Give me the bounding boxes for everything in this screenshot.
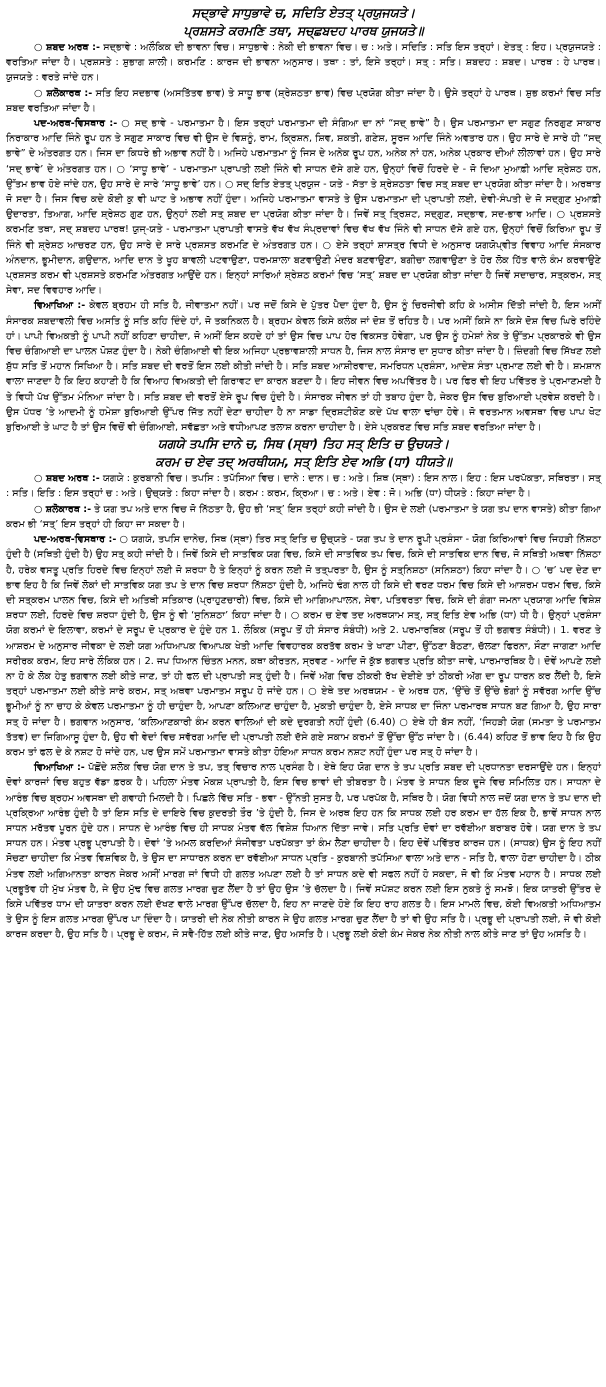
shloka-meaning-paragraph — [6, 502, 601, 532]
word-meaning-expansion-paragraph — [6, 532, 601, 760]
explanation-label: ਵਿਆਖਿਆ :- — [34, 300, 86, 312]
word-meaning-expansion-text: ○ ਸਦ੍ ਭਾਵੇ - ਪਰਮਾਤਮਾ ਹੈ। ਇਸ ਤਰ੍ਹਾਂ ਪਰਮਾਤਮਾ ਦੀ ਸੰਗਿਆ ਦਾ ਨਾਂ “ਸਦ੍ ਭਾਵੇ” ਹੈ। ਉਸ ਪਰਮਾਤਮਾ ਦਾ ਸਗੁਣ ਨਿਰਗੁਣ ਸਾਕਾਰ ਨਿਰਾਕਾਰ ਆਦਿ ਜਿੰਨੇ ਰੂਪ ਹਨ ਤੇ ਸਗੁਣ ਸਾਕਾਰ ਵਿਚ ਵੀ ਉਸ ਦੇ ਵਿਸ਼ਨੂੰ, ਰਾਮ, ਕ੍ਰਿਸ਼ਨ, ਸ਼ਿਵ, ਸ਼ਕਤੀ, ਗਣੇਸ਼, ਸੂਰਜ ਆਦਿ ਜਿੰਨੇ ਅਵਤਾਰ ਹਨ। ਉਹ ਸਾਰੇ ਦੇ ਸਾਰੇ ਹੀ “ਸਦ੍ ਭਾਵੇ” ਦੇ ਅੰਤਰਗਤ ਹਨ। ਜਿਸ ਦਾ ਕਿਧਰੇ ਭੀ ਅਭਾਵ ਨਹੀਂ ਹੈ। ਅਜਿਹੇ ਪਰਮਾਤਮਾ ਨੂੰ ਜਿਸ ਦੇ ਅਨੇਕ ਰੂਪ ਹਨ, ਅਨੇਕ ਨਾਂ ਹਨ, ਅਨੇਕ ਪ੍ਰਕਾਰ ਦੀਆਂ ਲੀਲਾਵਾਂ ਹਨ। ਉਹ ਸਾਰੇ ‘ਸਦ੍ ਭਾਵੇ’ ਦੇ ਅੰਤਰਗਤ ਹਨ। ○ ‘ਸਾਧੂ ਭਾਵੇ’ - ਪਰਮਾਤਮਾ ਪ੍ਰਾਪਤੀ ਲਈ ਜਿੰਨੇ ਵੀ ਸਾਧਨ ਦੱਸੇ ਗਏ ਹਨ, ਉਨ੍ਹਾਂ ਵਿਚੋਂ ਹਿਰਦੇ ਦੇ - ਜੋ ਦਿਆ ਮੁਆਫ਼ੀ ਆਦਿ ਸ਼੍ਰੇਸ਼ਠ ਹਨ, ਉੱਤਮ ਭਾਵ ਹੋਏ ਜਾਂਦੇ ਹਨ, ਉਹ ਸਾਰੇ ਦੇ ਸਾਰੇ ‘ਸਾਧੂ ਭਾਵੇ’ ਹਨ। ○ ਸਦ੍ ਇਤਿ ਏਤਤ੍ ਪ੍ਰਯੁਜ - ਯਤੇ - ਸੱਤਾ ਤੇ ਸ਼੍ਰੇਸ਼ਠਤਾ ਵਿਚ ਸਤ੍ ਸ਼ਬਦ ਦਾ ਪ੍ਰਯੋਗ ਕੀਤਾ ਜਾਂਦਾ ਹੈ। ਅਰਥਾਤ ਜੋ ਸਦਾ ਹੈ। ਜਿਸ ਵਿਚ ਕਦੇ ਕੋਈ ਕੁ ਵੀ ਘਾਟ ਤੇ ਅਭਾਵ ਨਹੀਂ ਹੁੰਦਾ। ਅਜਿਹੇ ਪਰਮਾਤਮਾ ਵਾਸਤੇ ਤੇ ਉਸ ਪਰਮਾਤਮਾ ਦੀ ਪ੍ਰਾਪਤੀ ਲਈ, ਦੇਵੀ-ਸੰਪਤੀ ਦੇ ਜੋ ਸਦ੍ਗੁਣ ਮੁਆਫ਼ੀ ਉਦਾਰਤਾ, ਤਿਆਗ, ਆਦਿ ਸ਼੍ਰੇਸ਼ਠ ਗੁਣ ਹਨ, ਉਨ੍ਹਾਂ ਲਈ ਸਤ੍ ਸ਼ਬਦ ਦਾ ਪ੍ਰਯੋਗ ਕੀਤਾ ਜਾਂਦਾ ਹੈ। ਜਿਵੇਂ ਸਤ੍ ਤ੍ਰਿਸ਼ਟ, ਸਦ੍ਗੁਣ, ਸਦ੍ਭਾਵ, ਸਦ-ਭਾਵ ਆਦਿ। ○ ਪ੍ਰਸ਼ਸਤੇ ਕਰਮਣਿ ਤਥਾ, ਸਦ੍ ਸ਼ਬਦਹ ਪਾਰਥ! ਯੁਜ੍-ਯਤੇ - ਪਰਮਾਤਮਾ ਪ੍ਰਾਪਤੀ ਵਾਸਤੇ ਵੱਖ ਵੱਖ ਸੰਪ੍ਰਦਾਵਾਂ ਵਿਚ ਵੱਖ ਵੱਖ ਜਿੰਨੇ ਵੀ ਸਾਧਨ ਦੱਸੇ ਗਏ ਹਨ, ਉਨ੍ਹਾਂ ਵਿਚੋਂ ਕਿਰਿਆ ਰੂਪ ਤੋਂ ਜਿੰਨੇ ਵੀ ਸ਼੍ਰੇਸ਼ਠ ਆਚਰਣ ਹਨ, ਉਹ ਸਾਰੇ ਦੇ ਸਾਰੇ ਪ੍ਰਸ਼ਸਤ ਕਰਮਣਿ ਦੇ ਅੰਤਰਗਤ ਹਨ। ○ ਏਸੇ ਤਰ੍ਹਾਂ ਸ਼ਾਸਤ੍ਰ ਵਿਧੀ ਦੇ ਅਨੁਸਾਰ ਯਗਯੋਪ੍ਵੀਤ ਵਿਵਾਹ ਆਦਿ ਸੰਸਕਾਰ ਅੰਨਦਾਨ, ਭੂਮੀਦਾਨ, ਗਉਦਾਨ, ਆਦਿ ਦਾਨ ਤੇ ਖੂਹ ਬਾਵਲੀ ਪਟਵਾਉਣਾ, ਧਰਮਸ਼ਾਲਾ ਬਣਵਾਉਣੀ ਮੰਦਰ ਬਣਵਾਉਣਾ, ਬਗੀਚਾ ਲਗਵਾਉਣਾ ਤੇ ਹੋਰ ਲੋਕ ਹਿੱਤ ਵਾਲੇ ਕੰਮ ਕਰਵਾਉਣੇ ਪ੍ਰਸ਼ਸਤ ਕਰਮ ਵੀ ਪ੍ਰਸ਼ਸਤੇ ਕਰਮਣਿ ਅੰਤਰਗਤ ਆਉਂਦੇ ਹਨ। ਇਨ੍ਹਾਂ ਸਾਰਿਆਂ ਸ਼੍ਰੇਸ਼ਠ ਕਰਮਾਂ ਵਿਚ ‘ਸਤ੍’ ਸ਼ਬਦ ਦਾ ਪ੍ਰਯੋਗ ਕੀਤਾ ਜਾਂਦਾ ਹੈ ਜਿਵੇਂ ਸਦਾਚਾਰ, ਸਤ੍ਕਰਮ, ਸਤ੍ ਸੇਵਾ, ਸਦ ਵਿਵਹਾਰ ਆਦਿ। — [6, 118, 601, 297]
shloka-meaning-paragraph — [6, 86, 601, 116]
explanation-label: ਵਿਆਖਿਆ :- — [34, 762, 85, 774]
word-meaning-text: ਸਦ੍ਭਾਵੇ : ਅਲੌਕਿਕ ਦੀ ਭਾਵਨਾ ਵਿਚ। ਸਾਧੁਭਾਵੇ : ਨੇਕੀ ਦੀ ਭਾਵਨਾ ਵਿਚ। ਚ : ਅਤੇ। ਸਦਿਤਿ : ਸਤਿ ਇਸ ਤਰ੍ਹਾਂ। ਏਤਤ੍ : ਇਹ। ਪ੍ਰਯੁਜਯਤੇ : ਵਰਤਿਆ ਜਾਂਦਾ ਹੈ। ਪ੍ਰਸ਼ਸਤੇ : ਸ਼ੁਭਾਗ ਸ਼ਾਲੀ। ਕਰਮਣਿ : ਕਾਰਜ ਦੀ ਭਾਵਨਾ ਅਨੁਸਾਰ। ਤਥਾ : ਤਾਂ, ਇਸੇ ਤਰ੍ਹਾਂ। ਸਤ੍ : ਸਤਿ। ਸ਼ਬਦਹ : ਸ਼ਬਦ। ਪਾਰਥ : ਹੇ ਪਾਰਥ। ਯੁਜਯਤੇ : ਵਰਤੇ ਜਾਂਦੇ ਹਨ। — [6, 42, 601, 84]
word-meaning-expansion-label: ਪਦ-ਅਰਥ-ਵਿਸਥਾਰ :- — [34, 118, 118, 130]
explanation-paragraph — [6, 298, 601, 435]
shloka-1-line-1: ਸਦ੍ਭਾਵੇ ਸਾਧੁਭਾਵੇ ਚ, ਸਦਿਤਿ ਏਤਤ੍ ਪ੍ਰਯੁਜਯਤੇ। — [191, 5, 416, 20]
shloka-1-line-2: ਪ੍ਰਸ਼ਸਤੇ ਕਰਮਣਿ ਤਥਾ, ਸਚ੍ਛਬਦਹ ਪਾਰਥ ਯੁਜਯਤੇ॥ — [183, 23, 424, 38]
explanation-paragraph — [6, 760, 601, 942]
word-meaning-paragraph — [6, 40, 601, 86]
shloka-1-section — [6, 4, 601, 435]
shloka-meaning-label: ○ ਸ਼ਲੋਕਾਰਥ :- — [34, 503, 92, 515]
word-meaning-expansion-text: ○ ਯਗਯੇ, ਤਪਸਿ ਦਾਨੇਚ, ਸਿਥ (ਸ੍ਥਾ) ਤਿਰ ਸਤ੍ ਇਤਿ ਚ ਉਚ੍ਯਤੇ - ਯਗ ਤਪ ਤੇ ਦਾਨ ਰੂਪੀ ਪ੍ਰਸ਼ੰਸਾ - ਯੋਗ ਕਿਰਿਆਵਾਂ ਵਿਚ ਜਿਹੜੀ ਨਿੱਸ਼ਠਾ ਹੁੰਦੀ ਹੈ (ਸਥਿਤੀ ਹੁੰਦੀ ਹੈ) ਉਹ ਸਤ੍ ਕਹੀ ਜਾਂਦੀ ਹੈ। ਜਿਵੇਂ ਕਿਸੇ ਦੀ ਸਾਤਵਿਕ ਯਗ ਵਿਚ, ਕਿਸੇ ਦੀ ਸਾਤਵਿਕ ਤਪ ਵਿਚ, ਕਿਸੇ ਦੀ ਸਾਤਵਿਕ ਦਾਨ ਵਿਚ, ਜੋ ਸਥਿਤੀ ਅਥਵਾ ਨਿੱਸ਼ਠਾ ਹੈ, ਹਰੇਕ ਵਸਤੂ ਪ੍ਰਤਿ ਹਿਰਦੇ ਵਿਚ ਇਨ੍ਹਾਂ ਲਈ ਜੋ ਸ਼ਰਧਾ ਹੈ ਤੇ ਇਨ੍ਹਾਂ ਨੂੰ ਕਰਨ ਲਈ ਜੋ ਤਤ੍ਪਰਤਾ ਹੈ, ਉਸ ਨੂੰ ਸਤ੍ਨਿਸ਼ਠਾ (ਸਨਿਸ਼ਠਾ) ਕਿਹਾ ਜਾਂਦਾ ਹੈ। ○ ‘ਚ’ ਪਦ ਦੇਣ ਦਾ ਭਾਵ ਇਹ ਹੈ ਕਿ ਜਿਵੇਂ ਲੋਕਾਂ ਦੀ ਸਾਤਵਿਕ ਯਗ ਤਪ ਤੇ ਦਾਨ ਵਿਚ ਸ਼ਰਧਾ ਨਿੱਸ਼ਠਾ ਹੁੰਦੀ ਹੈ, ਅਜਿਹੇ ਢੰਗ ਨਾਲ ਹੀ ਕਿਸੇ ਦੀ ਵਰਣ ਧਰਮ ਵਿਚ ਕਿਸੇ ਦੀ ਆਸ਼ਰਮ ਧਰਮ ਵਿਚ, ਕਿਸੇ ਦੀ ਸਤ੍ਕਰਮ ਪਾਲਨ ਵਿਚ, ਕਿਸੇ ਦੀ ਅਤਿਥੀ ਸਤਿਕਾਰ (ਪ੍ਰਾਹੁਣਚਾਰੀ) ਵਿਚ, ਕਿਸੇ ਦੀ ਆਗਿਆਪਾਲਨ, ਸੇਵਾ, ਪਤਿਵਰਤਾ ਵਿਚ, ਕਿਸੇ ਦੀ ਗੰਗਾ ਜਮਨਾ ਪ੍ਰਯਾਗ ਆਦਿ ਵਿਸ਼ੇਸ਼ ਸ਼ਰਧਾ ਲਈ, ਹਿਰਦੇ ਵਿਚ ਸ਼ਰਧਾ ਹੁੰਦੀ ਹੈ, ਉਸ ਨੂੰ ਵੀ ‘ਸੁਨਿਸ਼ਠਾ’ ਕਿਹਾ ਜਾਂਦਾ ਹੈ। ○ ਕਰਮ ਚ ਏਵ ਤਦ ਅਰਥਯਾਮ ਸਤ੍, ਸਤ੍ ਇਤਿ ਏਵ ਅਭਿ (ਧਾ) ਧੀ ਹੈ। ਉਨ੍ਹਾਂ ਪ੍ਰਸ਼ੰਸਾ ਯੋਗ ਕਰਮਾਂ ਦੇ ਇਲਾਵਾ, ਕਰਮਾਂ ਦੇ ਸਰੂਪ ਦੋ ਪ੍ਰਕਾਰ ਦੇ ਹੁੰਦੇ ਹਨ 1. ਲੌਕਿਕ (ਸਰੂਪ ਤੋਂ ਹੀ ਸੰਸਾਰ ਸੰਬੰਧੀ) ਅਤੇ 2. ਪਰਮਾਰਥਿਕ (ਸਰੂਪ ਤੋਂ ਹੀ ਭਗਵਤ ਸੰਬੰਧੀ)। 1. ਵਰਣ ਤੇ ਆਸ਼ਰਮ ਦੇ ਅਨੁਸਾਰ ਜੀਵਕਾ ਦੇ ਲਈ ਯਗ ਅਧਿਆਪਕ ਵਿਆਪਕ ਖੇਤੀ ਆਦਿ ਵਿਵਹਾਰਕ ਕਰਤੱਵ ਕਰਮ ਤੇ ਖਾਣਾ ਪੀਣਾ, ਉੱਠਣਾ ਬੈਠਣਾ, ਚੱਲਣਾ ਫਿਰਨਾ, ਸੌਣਾ ਜਾਗਣਾ ਆਦਿ ਸਰੀਰਕ ਕਰਮ, ਇਹ ਸਾਰੇ ਲੌਕਿਕ ਹਨ। 2. ਜਪ ਧਿਆਨ ਚਿੰਤਨ ਮਨਨ, ਕਥਾ ਕੀਰਤਨ, ਸ੍ਰਵਣ - ਆਦਿ ਜੋ ਕੁੱਝ ਭਗਵਤ ਪ੍ਰਤਿ ਕੀਤਾ ਜਾਵੇ, ਪਾਰਮਾਰਥਿਕ ਹੈ। ਦੋਵੇਂ ਆਪਣੇ ਲਈ ਨਾ ਹੋ ਕੇ ਲੋਕ ਹੇਤੁ ਭਗਵਾਨ ਲਈ ਕੀਤੇ ਜਾਣ, ਤਾਂ ਹੀ ਫਲ ਦੀ ਪ੍ਰਾਪਤੀ ਸਤ੍ ਹੁੰਦੀ ਹੈ। ਜਿਵੇਂ ਅੱਗ ਵਿਚ ਠੀਕਰੀ ਰੱਖ ਦੇਈਏ ਤਾਂ ਠੀਕਰੀ ਅੱਗ ਦਾ ਰੂਪ ਧਾਰਨ ਕਰ ਲੈਂਦੀ ਹੈ, ਇਸੇ ਤਰ੍ਹਾਂ ਪਰਮਾਤਮਾ ਲਈ ਕੀਤੇ ਸਾਰੇ ਕਰਮ, ਸਤ੍ ਅਥਵਾ ਪਰਮਾਤਮ ਸਰੂਪ ਹੋ ਜਾਂਦੇ ਹਨ। ○ ਏਥੇ ਤਦ ਅਰਥਯਮ - ਦੇ ਅਰਥ ਹਨ, ‘ਉੱਚੇ ਤੋਂ ਉੱਚੇ ਭੋਗਾਂ ਨੂੰ ਸਵੱਰਗ ਆਦਿ ਉੱਚ ਭੂਮੀਆਂ ਨੂੰ ਨਾ ਚਾਹ ਕੇ ਕੇਵਲ ਪਰਮਾਤਮਾ ਨੂੰ ਹੀ ਚਾਹੁੰਦਾ ਹੈ, ਆਪਣਾ ਕਲਿਆਣ ਚਾਹੁੰਦਾ ਹੈ, ਮੁਕਤੀ ਚਾਹੁੰਦਾ ਹੈ, ਏਸੇ ਸਾਧਕ ਦਾ ਜਿੰਨਾ ਪਰਮਾਰਥ ਸਾਧਨ ਬਣ ਗਿਆ ਹੈ, ਉਹ ਸਾਰਾ ਸਤ੍ ਹੋ ਜਾਂਦਾ ਹੈ। ਭਗਵਾਨ ਅਨੁਸਾਰ, ‘ਕਲਿਆਣਕਾਰੀ ਕੰਮ ਕਰਨ ਵਾਲਿਆਂ ਦੀ ਕਦੇ ਦੁਰਗਤੀ ਨਹੀਂ ਹੁੰਦੀ (6.40) ○ ਏਥੇ ਹੀ ਬੱਸ ਨਹੀਂ, ‘ਜਿਹੜੀ ਯੋਗ (ਸਮਤਾ ਤੇ ਪਰਮਾਤਮ ਤੱਤਵ) ਦਾ ਜਿਗਿਆਸੂ ਹੁੰਦਾ ਹੈ, ਉਹ ਵੀ ਵੇਦਾਂ ਵਿਚ ਸਵੱਰਗ ਆਦਿ ਦੀ ਪ੍ਰਾਪਤੀ ਲਈ ਦੱਸੇ ਗਏ ਸਕਾਮ ਕਰਮਾਂ ਤੋਂ ਉੱਚਾ ਉੱਠ ਜਾਂਦਾ ਹੈ। (6.44) ਕਹਿਣ ਤੋਂ ਭਾਵ ਇਹ ਹੈ ਕਿ ਉਹ ਕਰਮ ਤਾਂ ਫਲ ਦੇ ਕੇ ਨਸ਼ਟ ਹੋ ਜਾਂਦੇ ਹਨ, ਪਰ ਉਸ ਸਮੇਂ ਪਰਮਾਤਮਾ ਵਾਸਤੇ ਕੀਤਾ ਹੋਇਆ ਸਾਧਨ ਕਰਮ ਨਸ਼ਟ ਨਹੀਂ ਹੁੰਦਾ ਪਰ ਸਤ੍ ਹੋ ਜਾਂਦਾ ਹੈ। — [6, 534, 601, 758]
word-meaning-text: ਯਗਯੇ : ਕੁਰਬਾਨੀ ਵਿਚ। ਤਪਸਿ : ਤਪੱਸਿਆ ਵਿਚ। ਦਾਨੇ : ਦਾਨ। ਚ : ਅਤੇ। ਸ਼ਿਥ (ਸ੍ਥਾ) : ਇਸ ਨਾਲ। ਇਹ : ਇਸ ਪਰਪੱਕਤਾ, ਸਥਿਰਤਾ। ਸਤ੍ : ਸਤਿ। ਇਤਿ : ਇਸ ਤਰ੍ਹਾਂ ਚ : ਅਤੇ। ਉਚ੍ਯਤੇ : ਕਿਹਾ ਜਾਂਦਾ ਹੈ। ਕਰਮ : ਕਰਮ, ਕ੍ਰਿਆ। ਚ : ਅਤੇ। ਏਵ : ਜੋ। ਅਭਿ (ਧਾ) ਧੀਯਤੇ : ਕਿਹਾ ਜਾਂਦਾ ਹੈ। — [6, 473, 601, 500]
shloka-2-section — [6, 435, 601, 942]
shloka-meaning-text: ਤੇ ਯਗ ਤਪ ਅਤੇ ਦਾਨ ਵਿਚ ਜੋ ਨਿੱਠਤਾ ਹੈ, ਉਹ ਭੀ ‘ਸਤ੍’ ਇਸ ਤਰ੍ਹਾਂ ਕਹੀ ਜਾਂਦੀ ਹੈ। ਉਸ ਦੇ ਲਈ (ਪਰਮਾਤਮਾ ਤੇ ਯਗ ਤਪ ਦਾਨ ਵਾਸਤੇ) ਕੀਤਾ ਗਿਆ ਕਰਮ ਭੀ ‘ਸਤ੍’ ਇਸ ਤਰ੍ਹਾਂ ਹੀ ਕਿਹਾ ਜਾ ਸਕਦਾ ਹੈ। — [6, 503, 601, 530]
shloka-2-line-1: ਯਗਯੇ ਤਪਸਿ ਦਾਨੇ ਚ, ਸਿਥ (ਸ੍ਥਾ) ਤਿਹ ਸਤ੍ ਇਤਿ ਚ ਉਚਯਤੇ। — [157, 436, 450, 452]
word-meaning-label: ○ ਸ਼ਬਦ ਅਰਥ :- — [34, 473, 100, 485]
word-meaning-label: ○ ਸ਼ਬਦ ਅਰਥ :- — [34, 42, 100, 53]
shloka-2-line-2: ਕਰਮ ਚ ਏਵ ਤਦ੍ ਅਰਥੀਯਮ, ਸਤ੍ ਇਤਿ ਏਵ ਅਭਿ (ਧਾ) ਧੀਯਤੇ॥ — [155, 454, 452, 470]
word-meaning-paragraph — [6, 471, 601, 501]
shloka-meaning-label: ○ ਸ਼ਲੋਕਾਰਥ :- — [34, 87, 93, 99]
explanation-text: ਪੱਛੋਂਦੇ ਸ਼ਲੋਕ ਵਿਚ ਯੋਗ ਦਾਨ ਤੇ ਤਪ, ਤਤ੍ ਵਿਚਾਰ ਨਾਲ ਪ੍ਰਸੰਗ ਹੈ। ਏਥੇ ਇਹ ਯੋਗ ਦਾਨ ਤੇ ਤਪ ਪ੍ਰਤਿ ਸ਼ਬਦ ਦੀ ਪ੍ਰਧਾਨਤਾ ਦਰਸਾਉਂਦੇ ਹਨ। ਇਨ੍ਹਾਂ ਦੋਵਾਂ ਕਾਰਜਾਂ ਵਿਚ ਬਹੁਤ ਵੱਡਾ ਫ਼ਰਕ ਹੈ। ਪਹਿਲਾ ਮੰਤਵ ਮੋਕਸ਼ ਪ੍ਰਾਪਤੀ ਹੈ, ਇਸ ਵਿਚ ਭਾਵਾਂ ਦੀ ਤੀਬਰਤਾ ਹੈ। ਮੰਤਵ ਤੇ ਸਾਧਨ ਇਕ ਦੂਜੇ ਵਿਚ ਸਮਿਲਿਤ ਹਨ। ਸਾਧਨਾ ਦੇ ਆਰੰਭ ਵਿਚ ਬ੍ਰਹਮ ਅਵਸਥਾ ਦੀ ਗਵਾਹੀ ਮਿਲਦੀ ਹੈ। ਪਿਛਲੇ ਵਿੱਚ ਸਤਿ - ਭਵਾ - ਉੱਨਤੀ ਸੁਸਤ ਹੈ, ਪਰ ਪਰਪੱਕ ਹੈ, ਸਥਿਰ ਹੈ। ਯੋਗ ਵਿਧੀ ਨਾਲ ਜਦੋਂ ਯਗ ਦਾਨ ਤੇ ਤਪ ਦਾਨ ਦੀ ਪ੍ਰਕ੍ਰਿਆ ਆਰੰਭ ਹੁੰਦੀ ਹੈ ਤਾਂ ਇਸ ਸਤਿ ਦੇ ਦਾਇਰੇ ਵਿਚ ਕੁਦਰਤੀ ਤੌਰ ’ਤੇ ਹੁੰਦੀ ਹੈ, ਜਿਸ ਦੇ ਅਰਥ ਇਹ ਹਨ ਕਿ ਸਾਧਕ ਲਈ ਹਰ ਕਰਮ ਦਾ ਹੱਲ ਇਕ ਹੈ, ਭਾਵੇਂ ਸਾਧਨ ਨਾਲ ਸਾਧਨ ਮਰੱਤਵ ਪੂਰਨ ਹੁੰਦੇ ਹਨ। ਸਾਧਨ ਦੇ ਆਰੰਭ ਵਿਚ ਹੀ ਸਾਧਕ ਮੰਤਵ ਵੱਲ ਵਿਸ਼ੇਸ਼ ਧਿਆਨ ਦਿੱਤਾ ਜਾਵੇ। ਸਤਿ ਪ੍ਰਤਿ ਦੋਵਾਂ ਦਾ ਰਵੱਈਆ ਬਰਾਬਰ ਹੋਵੇ। ਯਗ ਦਾਨ ਤੇ ਤਪ ਸਾਧਨ ਹਨ। ਮੰਤਵ ਪ੍ਰਭੂ ਪ੍ਰਾਪਤੀ ਹੈ। ਦੋਵਾਂ ’ਤੇ ਅਮਲ ਕਰਦਿਆਂ ਸੰਜੀਵਤਾ ਪਰਪੱਕਤਾ ਤਾਂ ਕੰਮ ਲੈਣਾ ਚਾਹੀਦਾ ਹੈ। ਇਹ ਦੋਵੇਂ ਪਵਿੱਤਰ ਕਾਰਜ ਹਨ। (ਸਾਧਕ) ਉਸ ਨੂੰ ਇਹ ਨਹੀਂ ਸੋਚਣਾ ਚਾਹੀਦਾ ਕਿ ਮੰਤਵ ਵਿਸ਼ਵਿਕ ਹੈ, ਤੇ ਉਸ ਦਾ ਸਾਧਾਰਨ ਕਰਨ ਦਾ ਰਵੱਈਆ ਸਾਧਨ ਪ੍ਰਤਿ - ਕੁਰਬਾਨੀ ਤਪੱਸਿਆ ਵਾਲਾ ਅਤੇ ਦਾਨ - ਸਤਿ ਹੈ, ਵਾਲਾ ਹੋਣਾ ਚਾਹੀਦਾ ਹੈ। ਠੀਕ ਮੰਤਵ ਲਈ ਅਗਿਆਨਤਾ ਕਾਰਨ ਜੇਕਰ ਅਸੀਂ ਮਾਰਗ ਜਾਂ ਵਿਧੀ ਹੀ ਗਲਤ ਅਪਣਾ ਲਈ ਹੈ ਤਾਂ ਸਾਧਨ ਕਦੇ ਵੀ ਸਫਲ ਨਹੀਂ ਹੋ ਸਕਦਾ, ਜੋ ਵੀ ਕਿ ਮੰਤਵ ਮਹਾਨ ਹੈ। ਸਾਧਕ ਲਈ ਪ੍ਰਭੂਤੱਵ ਹੀ ਮੁੱਖ ਮੰਤਵ ਹੈ, ਜੇ ਉਹ ਮੁੱਢ ਵਿਚ ਗਲਤ ਮਾਰਗ ਚੁਣ ਲੈਂਦਾ ਹੈ ਤਾਂ ਉਹ ਉਸ ’ਤੇ ਚੱਲਦਾ ਹੈ। ਜਿਵੇਂ ਸਪੱਸ਼ਟ ਕਰਨ ਲਈ ਇਸ ਨੁਕਤੇ ਨੂੰ ਸਮਝੋ। ਇਕ ਯਾਤਰੀ ਉੱਤਰ ਦੇ ਕਿਸੇ ਪਵਿੱਤਰ ਧਾਮ ਦੀ ਯਾਤਰਾ ਕਰਨ ਲਈ ਦੱਖਣ ਵਾਲੇ ਮਾਰਗ ਉੱਪਰ ਚੱਲਦਾ ਹੈ, ਇਹ ਨਾ ਜਾਣਦੇ ਹੋਏ ਕਿ ਇਹ ਰਾਹ ਗਲਤ ਹੈ। ਇਸ ਮਾਮਲੇ ਵਿਚ, ਕੋਈ ਵਿਅਕਤੀ ਅਧਿਆਤਮ ਤੇ ਉਸ ਨੂੰ ਇਸ ਗਲਤ ਮਾਰਗ ਉੱਪਰ ਪਾ ਦਿੰਦਾ ਹੈ। ਯਾਤਰੀ ਦੀ ਨੇਕ ਨੀਤੀ ਕਾਰਨ ਜੇ ਉਹ ਗਲਤ ਮਾਰਗ ਚੁਣ ਲੈਂਦਾ ਹੈ ਤਾਂ ਵੀ ਉਹ ਸਤਿ ਹੈ। ਪ੍ਰਭੂ ਦੀ ਪ੍ਰਾਪਤੀ ਲਈ, ਜੋ ਵੀ ਕੋਈ ਕਾਰਜ ਕਰਦਾ ਹੈ, ਉਹ ਸਤਿ ਹੈ। ਪ੍ਰਭੂ ਦੇ ਕਰਮ, ਜੋ ਸਵੈ-ਹਿੱਤ ਲਈ ਕੀਤੇ ਜਾਣ, ਉਹ ਅਸਤਿ ਹੈ। ਪ੍ਰਭੂ ਲਈ ਕੋਈ ਕੰਮ ਜੇਕਰ ਨੇਕ ਨੀਤੀ ਨਾਲ ਕੀਤੇ ਜਾਣ ਤਾਂ ਉਹ ਅਸਤਿ ਹੈ। — [6, 762, 601, 941]
shloka-meaning-text: ਸਤਿ ਇਹ ਸਦਭਾਵ (ਅਸਤਿੱਤਵ ਭਾਵ) ਤੇ ਸਾਧੂ ਭਾਵ (ਸ਼੍ਰੇਸ਼ਠਤਾ ਭਾਵ) ਵਿਚ ਪ੍ਰਯੋਗ ਕੀਤਾ ਜਾਂਦਾ ਹੈ। ਉਸੇ ਤਰ੍ਹਾਂ ਹੇ ਪਾਰਥ। ਸ਼ੁਭ ਕਰਮਾਂ ਵਿਚ ਸਤਿ ਸ਼ਬਦ ਵਰਤਿਆ ਜਾਂਦਾ ਹੈ। — [6, 87, 601, 114]
word-meaning-expansion-label: ਪਦ-ਅਰਥ-ਵਿਸਥਾਰ :- — [34, 534, 117, 546]
explanation-text: ਕੇਵਲ ਬ੍ਰਹਮ ਹੀ ਸਤਿ ਹੈ, ਜੀਵਾਤਮਾ ਨਹੀਂ। ਪਰ ਜਦੋਂ ਕਿਸੇ ਦੇ ਪੁੱਤਰ ਪੈਦਾ ਹੁੰਦਾ ਹੈ, ਉਸ ਨੂੰ ਚਿਰਜੀਵੀ ਕਹਿ ਕੇ ਅਸੀਸ ਦਿੱਤੀ ਜਾਂਦੀ ਹੈ, ਇਸ ਅਸੀਂ ਸੰਸਾਰਕ ਸ਼ਬਦਾਵਲੀ ਵਿਚ ਅਸਤਿ ਨੂੰ ਸਤਿ ਕਹਿ ਦਿੰਦੇ ਹਾਂ, ਜੋ ਤਕਨਿਕਲ ਹੈ। ਬ੍ਰਹਮ ਕੇਵਲ ਕਿਸੇ ਕਲੰਕ ਜਾਂ ਦੋਸ਼ ਤੋਂ ਰਹਿਤ ਹੈ। ਪਰ ਅਸੀਂ ਕਿਸੇ ਨਾ ਕਿਸੇ ਦੋਸ਼ ਵਿਚ ਘਿਰੇ ਰਹਿੰਦੇ ਹਾਂ। ਪਾਪੀ ਵਿਅਕਤੀ ਨੂੰ ਪਾਪੀ ਨਹੀਂ ਕਹਿਣਾ ਚਾਹੀਦਾ, ਜੋ ਅਸੀਂ ਇਸ ਕਹਦੇ ਹਾਂ ਤਾਂ ਉਸ ਵਿਚ ਪਾਪ ਹੋਰ ਵਿਕਸਤ ਹੋਵੇਗਾ, ਪਰ ਉਸ ਨੂੰ ਹਮੇਸ਼ਾਂ ਨੇਕ ਤੇ ਉੱਤਮ ਪ੍ਰਕਾਰਕੇ ਵੀ ਉਸ ਵਿਚ ਚੰਗਿਆਈ ਦਾ ਪਾਲਨ ਪੋਸ਼ਣ ਹੁੰਦਾ ਹੈ। ਨੇਕੀ ਚੰਗਿਆਈ ਵੀ ਇਕ ਅਜਿਹਾ ਪ੍ਰਭਾਵਸ਼ਾਲੀ ਸਾਧਨ ਹੈ, ਜਿਸ ਨਾਲ ਸੰਸਾਰ ਦਾ ਸੁਧਾਰ ਕੀਤਾ ਜਾਂਦਾ ਹੈ। ਜ਼ਿੰਦਗੀ ਵਿਚ ਸਿੱਖਣ ਲਈ ਸ਼ੁੱਧ ਸਤਿ ਤੋਂ ਮਹਾਨ ਸਿਖਿਆ ਹੈ। ਸਤਿ ਸ਼ਬਦ ਦੀ ਵਰਤੋਂ ਇਸ ਲਈ ਕੀਤੀ ਜਾਂਦੀ ਹੈ। ਸਤਿ ਸ਼ਬਦ ਆਸ਼ੀਰਵਾਦ, ਸਮਰਿਧਨ ਪ੍ਰਸ਼ੰਸਾ, ਆਦੇਸ਼ ਸੰਤਾ ਪ੍ਰਮਾਣ ਲਈ ਵੀ ਹੈ। ਸ਼ਮਸ਼ਾਨ ਵਾਲਾ ਜਾਣਦਾ ਹੈ ਕਿ ਇਹ ਕਹਾਣੀ ਹੈ ਕਿ ਵਿਆਹ ਵਿਅਕਤੀ ਦੀ ਗਿਰਾਵਟ ਦਾ ਕਾਰਨ ਬਣਦਾ ਹੈ। ਇਹ ਜੀਵਨ ਵਿਚ ਅਪਵਿੱਤਰ ਹੈ। ਪਰ ਫਿਰ ਵੀ ਇਹ ਪਵਿੱਤਰ ਤੇ ਪ੍ਰਮਾਣਮਈ ਹੈ ਤੇ ਵਿਧੀ ਪੱਖ ਉੱਤਮ ਮੰਨਿਆ ਜਾਂਦਾ ਹੈ। ਸਤਿ ਸ਼ਬਦ ਦੀ ਵਰਤੋਂ ਏਸੇ ਰੂਪ ਵਿਚ ਹੁੰਦੀ ਹੈ। ਸੰਸਾਰਕ ਜੀਵਨ ਤਾਂ ਹੀ ਤਬਾਹ ਹੁੰਦਾ ਹੈ, ਜੇਕਰ ਉਸ ਵਿਚ ਬੁਰਿਆਈ ਪ੍ਰਵੇਸ਼ ਕਰਦੀ ਹੈ। ਉਸ ਪੱਧਰ ’ਤੇ ਆਦਮੀ ਨੂੰ ਹਮੇਸ਼ਾ ਬੁਰਿਆਈ ਉੱਪਰ ਜਿੱਤ ਨਹੀਂ ਦੇਣਾ ਚਾਹੀਦਾ ਹੈ ਨਾ ਸਾਡਾ ਦ੍ਰਿਸ਼ਟੀਕੋਣ ਕਦੇ ਪੱਖ ਵਾਲਾ ਢਾਂਚਾ ਹੋਵੇ। ਜੋ ਵਰਤਮਾਨ ਅਵਸਥਾ ਵਿਚ ਪਾਪ ਖੋਟ ਬੁਰਿਆਈ ਤੇ ਘਾਟ ਹੈ ਤਾਂ ਉਸ ਵਿਚੋਂ ਵੀ ਚੰਗਿਆਈ, ਸਵੱਛਤਾ ਅਤੇ ਵਧੀਆਪਣ ਤਲਾਸ਼ ਕਰਨਾ ਚਾਹੀਦਾ ਹੈ। ਏਸੇ ਪ੍ਰਕਰਣ ਵਿਚ ਸਤਿ ਸ਼ਬਦ ਵਰਤਿਆ ਜਾਂਦਾ ਹੈ। — [6, 300, 601, 434]
word-meaning-expansion-paragraph — [6, 116, 601, 298]
